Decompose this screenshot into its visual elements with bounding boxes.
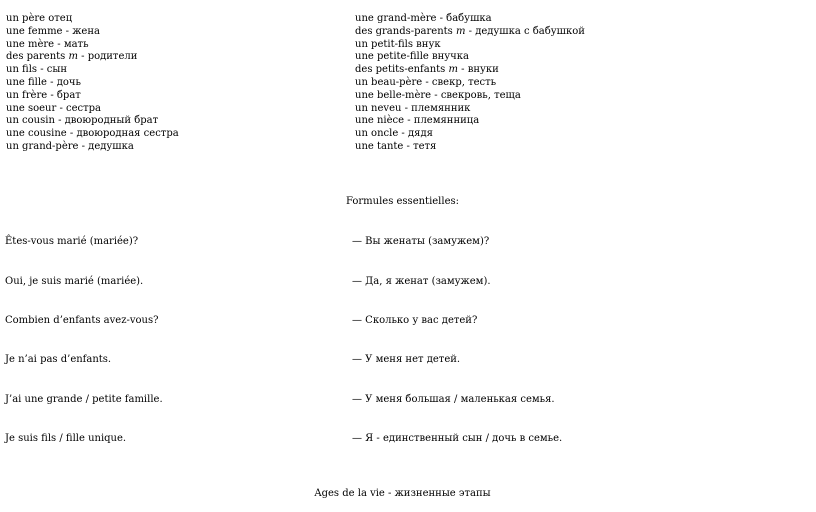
vocab-term: des petits-enfants [355, 64, 449, 76]
phrase-russian: — Да, я женат (замужем). [352, 276, 491, 287]
vocab-item: une femme - жена [6, 25, 100, 37]
vocab-item: une belle-mère - свекровь, теща [355, 89, 521, 101]
vocab-translation: - внуки [457, 64, 499, 76]
vocab-column-left [6, 13, 336, 154]
vocab-item: un petit-fils внук [355, 38, 441, 50]
gender-marker: m [68, 51, 78, 63]
vocab-item: un grand-père - дедушка [6, 140, 134, 152]
vocab-item [355, 64, 795, 77]
phrase-row [0, 235, 816, 248]
phrase-russian: — Я - единственный сын / дочь в семье. [352, 433, 563, 444]
vocab-translation: - родители [77, 51, 138, 63]
vocab-item: une petite-fille внучка [355, 51, 469, 63]
vocab-item: une tante - тетя [355, 140, 437, 152]
phrase-french: Combien d’enfants avez-vous? [5, 315, 159, 326]
vocab-term: des parents [6, 51, 69, 63]
phrase-russian: — Сколько у вас детей? [352, 315, 478, 326]
phrase-row [0, 275, 816, 288]
gender-marker: m [455, 25, 466, 37]
vocab-item: une cousine - двоюродная сестра [6, 128, 179, 140]
vocab-term: des grands-parents [355, 25, 456, 37]
phrase-russian: — У меня нет детей. [352, 354, 461, 365]
vocab-item: un neveu - племянник [355, 102, 471, 114]
phrase-row [0, 314, 816, 327]
vocab-item: un beau-père - свекр, тесть [355, 76, 497, 88]
section-title: Formules essentielles: [345, 196, 460, 207]
vocab-item: une nièce - племянница [355, 115, 480, 127]
vocab-item: une mère - мать [6, 38, 89, 50]
phrase-french: Oui, je suis marié (mariée). [5, 276, 144, 287]
phrase-russian: — У меня большая / маленькая семья. [352, 394, 555, 405]
phrase-russian: — Вы женаты (замужем)? [352, 236, 490, 247]
vocab-item: une soeur - сестра [6, 102, 102, 114]
phrase-french: Êtes-vous marié (mariée)? [5, 236, 139, 247]
phrase-french: J’ai une grande / petite famille. [5, 394, 163, 405]
vocab-item: une grand-mère - бабушка [355, 13, 492, 24]
vocab-item: un père отец [6, 13, 73, 24]
vocab-item: un fils - сын [6, 64, 68, 76]
vocab-item: un cousin - двоюродный брат [6, 115, 159, 127]
phrase-row [0, 353, 816, 366]
vocab-item: une fille - дочь [6, 76, 81, 88]
gender-marker: m [448, 64, 458, 76]
vocab-item [355, 26, 795, 39]
vocab-item: un frère - брат [6, 89, 81, 101]
vocab-item [6, 51, 336, 64]
phrase-row [0, 432, 816, 445]
vocab-column-right [355, 13, 795, 154]
phrase-french: Je n’ai pas d’enfants. [5, 354, 112, 365]
vocab-translation: - дедушка с бабушкой [465, 25, 585, 37]
phrase-row [0, 393, 816, 406]
phrase-french: Je suis fils / fille unique. [5, 433, 127, 444]
vocab-item: un oncle - дядя [355, 128, 433, 140]
footer-title: Ages de la vie - жизненные этапы [314, 488, 491, 499]
